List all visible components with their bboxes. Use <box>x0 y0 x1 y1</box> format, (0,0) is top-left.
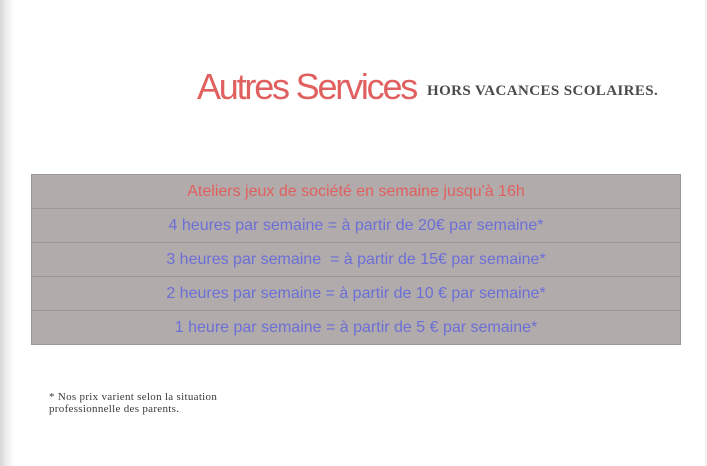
price-cell: 1 heure par semaine = à partir de 5 € par semaine* <box>32 311 681 345</box>
price-cell: 3 heures par semaine = à partir de 15€ par semaine* <box>32 243 681 277</box>
table-row <box>32 175 681 209</box>
table-row <box>32 311 681 345</box>
table-row <box>32 277 681 311</box>
pricing-table <box>31 174 681 345</box>
table-row <box>32 209 681 243</box>
price-cell: 2 heures par semaine = à partir de 10 € par semaine* <box>32 277 681 311</box>
price-cell: 4 heures par semaine = à partir de 20€ par semaine* <box>32 209 681 243</box>
section-title: Autres Services <box>197 66 417 107</box>
table-row <box>32 243 681 277</box>
table-heading-cell: Ateliers jeux de société en semaine jusqu'à 16h <box>32 175 681 209</box>
price-footnote: * Nos prix varient selon la situation professionnelle des parents. <box>49 391 218 415</box>
section-heading <box>0 64 707 112</box>
section-subtitle: HORS VACANCES SCOLAIRES. <box>427 83 659 99</box>
